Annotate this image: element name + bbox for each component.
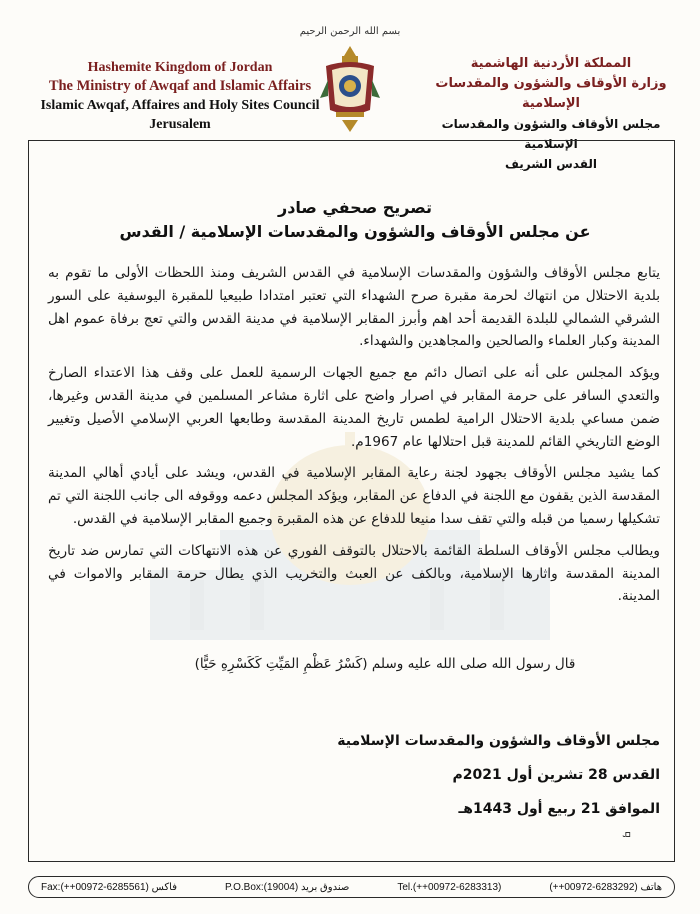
english-ministry: The Ministry of Awqaf and Islamic Affairs <box>48 78 312 94</box>
title-line-1: تصريح صحفي صادر <box>278 198 432 217</box>
signature-date-gregorian: القدس 28 تشرين أول 2021م <box>452 767 660 783</box>
signature-council: مجلس الأوقاف والشؤون والمقدسات الإسلامية <box>337 733 660 749</box>
signature-date-hijri: الموافق 21 ربيع أول 1443هـ <box>458 801 660 817</box>
english-kingdom: Hashemite Kingdom of Jordan <box>87 60 273 75</box>
hadith-quote: قال رسول الله صلى الله عليه وسلم (كَسْرُ عَظْمِ المَيِّتِ كَكَسْرِهِ حَيًّا) <box>194 656 576 672</box>
arabic-city: القدس الشريف <box>504 157 597 171</box>
arabic-council: مجلس الأوقاف والشؤون والمقدسات الإسلامية <box>441 117 661 151</box>
english-council: Islamic Awqaf, Affaires and Holy Sites Council <box>40 98 320 113</box>
arabic-ministry: وزارة الأوقاف والشؤون والمقدسات الإسلامية <box>435 76 667 111</box>
coat-of-arms-icon <box>318 40 382 136</box>
footer-tel: Tel.(++00972-6283313) <box>397 881 502 893</box>
statement-body <box>48 262 660 617</box>
paragraph-1: يتابع مجلس الأوقاف والشؤون والمقدسات الإسلامية في القدس الشريف ومنذ اللحظات الأولى ما تقوم به بلدية الاحتلال من انتهاك لحرمة مقبرة صرح الشهداء التي تعتبر امتدادا طبيعيا للمقبرة اليوسفية على السور الشرقي الشمالي للبلدة القديمة أحد اهم وأبرز المقابر الإسلامية في مدينة القدس والتي تعج برفاة عموم اهل المدينة وكبار العلماء والصالحين والمجاهدين والشهداء. <box>48 265 660 350</box>
footer-pobox: P.O.Box:(19004) صندوق بريد <box>224 881 350 893</box>
paragraph-2: ويؤكد المجلس على أنه على اتصال دائم مع جميع الجهات الرسمية للعمل على وقف هذا الاعتداء الصارخ والتعدي السافر على حرمة المقابر في اصرار واضح على اثارة مشاعر المسلمين في مدينة القدس وغيرها، ضمن مساعي بلدية الاحتلال الرامية لطمس تاريخ المدينة المقدسة وطابعها العربي الإسلامي الأصيل وتغيير الوضع التاريخي القائم للمدينة قبل احتلالها عام 1967م. <box>48 365 660 450</box>
english-letterhead <box>30 58 330 134</box>
footer-phone: (++00972-6283292) هاتف <box>549 881 662 893</box>
paragraph-3: كما يشيد مجلس الأوقاف بجهود لجنة رعاية المقابر الإسلامية في القدس، ويشد على أيادي أهالي المدينة المقدسة الذين يقفون مع اللجنة في الدفاع عن المقابر، ويؤكد المجلس دعمه ووقوفه الى جانب اللجنة التي تم تشكيلها رسميا من قبله والتي تقف سدا منيعا للدفاع عن هذه المقبرة وجميع المقابر الإسلامية في القدس. <box>48 465 660 527</box>
english-city: Jerusalem <box>149 117 211 132</box>
footer-fax: Fax:(++00972-6285561) فاكس <box>41 881 177 893</box>
handwritten-mark: ܩ <box>622 826 631 840</box>
signature-block <box>300 724 660 826</box>
title-line-2: عن مجلس الأوقاف والشؤون والمقدسات الإسلامية / القدس <box>119 222 591 241</box>
contact-footer <box>28 876 675 898</box>
paragraph-4: ويطالب مجلس الأوقاف السلطة القائمة بالاحتلال بالتوقف الفوري عن هذه الانتهاكات التي تمارس ضد تاريخ المدينة المقدسة واثارها الإسلامية، وبالكف عن العبث والتخريب الذي يطال حرمة المقابر والاموات في المدينة. <box>48 542 660 605</box>
basmala: بسم الله الرحمن الرحيم <box>299 26 401 37</box>
arabic-kingdom: المملكة الأردنية الهاشمية <box>470 56 632 71</box>
statement-title <box>60 196 650 244</box>
